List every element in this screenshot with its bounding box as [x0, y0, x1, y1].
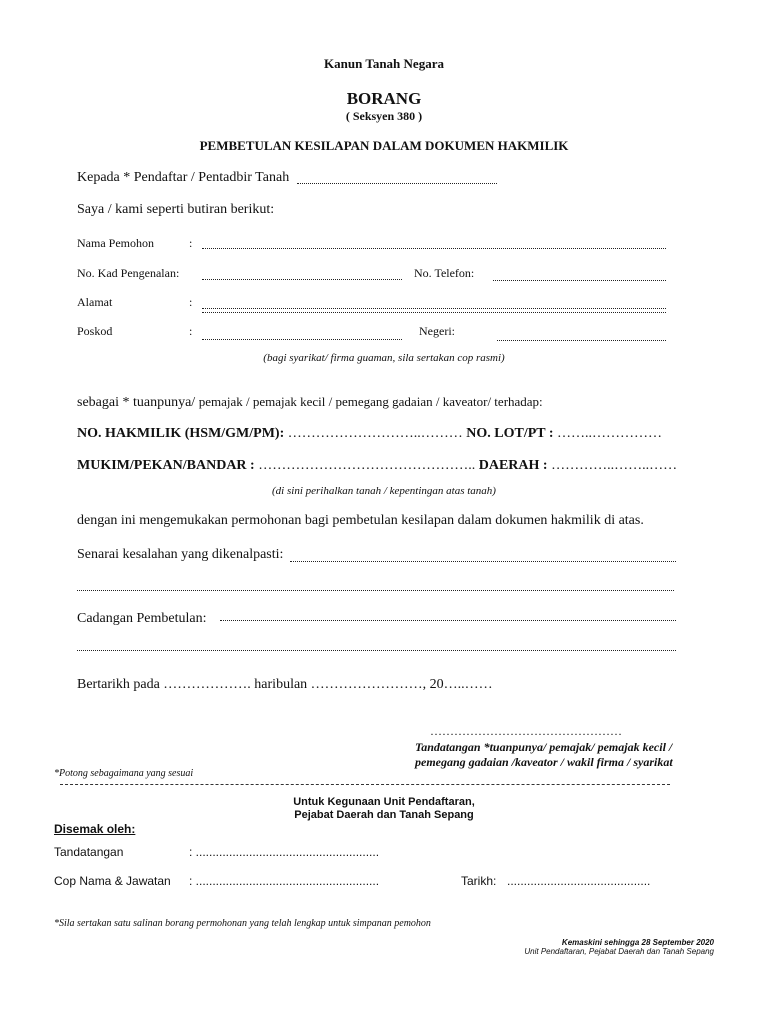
capacity-prefix: sebagai * tuanpunya/: [77, 395, 199, 410]
daerah-label: DAERAH :: [478, 458, 548, 473]
office-cop-field[interactable]: : .......................................................: [189, 874, 380, 888]
footer-unit: Unit Pendaftaran, Pejabat Daerah dan Tanah Sepang: [524, 947, 714, 956]
hakmilik-label: NO. HAKMILIK (HSM/GM/PM):: [77, 426, 285, 441]
office-heading-1: Untuk Kegunaan Unit Pendaftaran,: [293, 796, 475, 808]
address-field-1[interactable]: [202, 308, 666, 309]
state-field[interactable]: [497, 340, 666, 341]
office-date-field[interactable]: ...........................................: [507, 874, 651, 888]
title-line: [77, 426, 662, 442]
document-title: PEMBETULAN KESILAPAN DALAM DOKUMEN HAKMILIK: [199, 138, 569, 153]
name-label: Nama Pemohon: [77, 236, 154, 250]
lot-label: NO. LOT/PT :: [466, 426, 554, 441]
checked-by-label: Disemak oleh:: [54, 822, 136, 836]
name-field[interactable]: [202, 248, 666, 249]
errors-field-2[interactable]: [77, 590, 674, 591]
lot-value[interactable]: ……..……………: [557, 426, 663, 441]
intro-text: Saya / kami seperti butiran berikut:: [77, 202, 275, 217]
hakmilik-value[interactable]: ………………………..………: [287, 426, 463, 441]
form-section: ( Seksyen 380 ): [345, 109, 423, 123]
addressee-field[interactable]: [297, 183, 497, 184]
errors-field-1[interactable]: [290, 561, 676, 562]
postcode-colon: :: [189, 324, 193, 338]
office-heading-2: Pejabat Daerah dan Tanah Sepang: [294, 809, 474, 821]
application-text: dengan ini mengemukakan permohonan bagi pembetulan kesilapan dalam dokumen hakmilik di atas.: [77, 513, 644, 528]
capacity-options: pemajak / pemajak kecil / pemegang gadaian / kaveator/ terhadap:: [198, 394, 543, 409]
ic-field[interactable]: [202, 279, 402, 280]
footer-updated: Kemaskini sehingga 28 September 2020: [561, 938, 714, 947]
postcode-field[interactable]: [202, 339, 402, 340]
errors-label: Senarai kesalahan yang dikenalpasti:: [77, 547, 284, 562]
address-field-2[interactable]: [202, 312, 666, 313]
office-sign-label: Tandatangan: [54, 845, 124, 859]
form-title: BORANG: [346, 89, 422, 108]
mukim-label: MUKIM/PEKAN/BANDAR :: [77, 458, 255, 473]
addressee-label: Kepada * Pendaftar / Pentadbir Tanah: [77, 170, 290, 185]
postcode-label: Poskod: [77, 324, 113, 338]
capacity-line: [77, 393, 543, 411]
state-label: Negeri:: [419, 324, 455, 338]
company-note: (bagi syarikat/ firma guaman, sila sertakan cop rasmi): [263, 352, 505, 364]
cut-line: [60, 784, 670, 785]
office-date-label: Tarikh:: [461, 874, 497, 888]
law-title: Kanun Tanah Negara: [324, 56, 444, 71]
office-cop-label: Cop Nama & Jawatan: [54, 874, 171, 888]
proposal-label: Cadangan Pembetulan:: [77, 611, 207, 626]
location-line: [77, 458, 677, 474]
office-sign-field[interactable]: : .......................................................: [189, 845, 380, 859]
daerah-value[interactable]: …………..……..……: [551, 458, 678, 473]
phone-field[interactable]: [493, 280, 666, 281]
name-colon: :: [189, 236, 193, 250]
mukim-value[interactable]: ………………………………………..: [258, 458, 476, 473]
dated-line[interactable]: Bertarikh pada ………………. haribulan ……………………, 20…..……: [77, 677, 493, 692]
proposal-field-1[interactable]: [220, 620, 676, 621]
proposal-field-2[interactable]: [77, 650, 676, 651]
land-note: (di sini perihalkan tanah / kepentingan atas tanah): [272, 485, 496, 497]
address-label: Alamat: [77, 295, 113, 309]
phone-label: No. Telefon:: [414, 266, 475, 280]
address-colon: :: [189, 295, 193, 309]
strike-note: *Potong sebagaimana yang sesuai: [54, 768, 194, 779]
ic-label: No. Kad Pengenalan:: [77, 266, 180, 280]
signature-line[interactable]: …………………………………………: [430, 724, 622, 738]
copy-note: *Sila sertakan satu salinan borang permohonan yang telah lengkap untuk simpanan pemohon: [54, 918, 431, 929]
signature-caption-2: pemegang gadaian /kaveator / wakil firma / syarikat: [415, 755, 673, 769]
signature-caption-1: Tandatangan *tuanpunya/ pemajak/ pemajak kecil /: [415, 740, 673, 754]
